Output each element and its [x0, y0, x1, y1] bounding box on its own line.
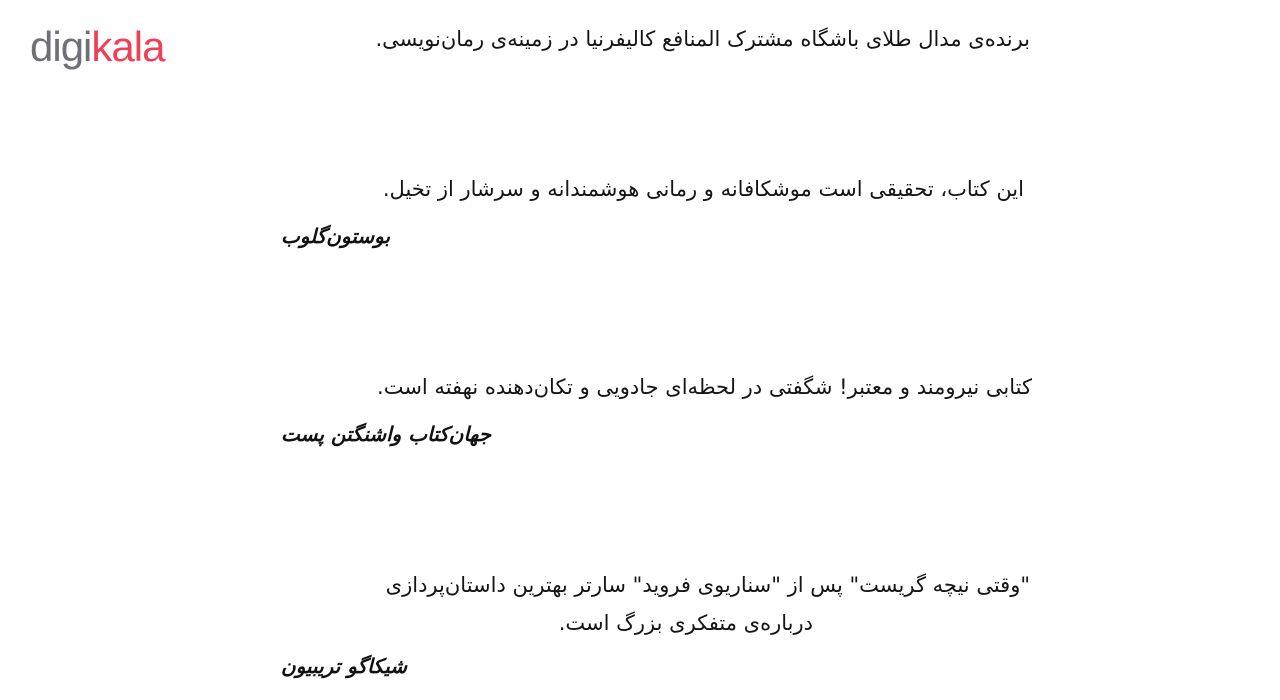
logo-text-digi: digi: [30, 23, 92, 70]
blurb-chicago-tribune-text: [386, 566, 1030, 642]
blurb-line: کتابی نیرومند و معتبر! شگفتی در لحظه‌ای جادویی و تکان‌دهنده نهفته است.: [377, 375, 1032, 399]
logo-text-kala: kala: [91, 23, 165, 70]
digikala-logo[interactable]: [30, 23, 165, 70]
blurb-line: "وقتی نیچه گریست" پس از "سناریوی فروید" سارتر بهترین داستان‌پردازی: [385, 573, 1030, 597]
blurb-line: درباره‌ی متفکری بزرگ است.: [558, 611, 813, 635]
blurb-source-washington-post: جهان‌کتاب واشنگتن پست: [281, 422, 492, 446]
blurb-award-text: [375, 20, 1030, 58]
blurb-source-boston-globe: بوستون‌گلوب: [281, 224, 391, 248]
blurb-boston-globe-text: [383, 170, 1024, 208]
blurb-line: برنده‌ی مدال طلای باشگاه مشترک المنافع کالیفرنیا در زمینه‌ی رمان‌نویسی.: [375, 27, 1030, 51]
blurb-source-chicago-tribune: شیکاگو تریبیون: [281, 654, 408, 678]
blurb-line: این کتاب، تحقیقی است موشکافانه و رمانی هوشمندانه و سرشار از تخیل.: [382, 177, 1024, 201]
blurb-washington-post-text: [377, 368, 1032, 406]
